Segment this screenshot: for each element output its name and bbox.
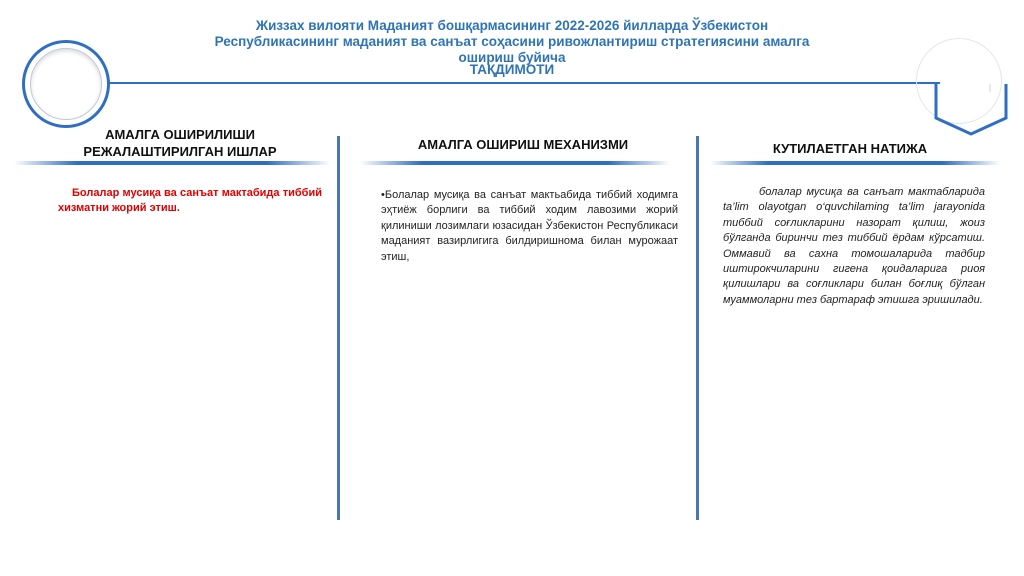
mechanism-underline: [360, 161, 670, 165]
decorative-circle-left: [22, 40, 110, 128]
expected-result-text: болалар мусиқа ва санъат мактабларида ta’lim olayotgan o‘quvchilaming ta’lim jarayonida тиббий соғликларини назорат қилиш, жоиз бўлганда биринчи тез тиббий ёрдам кўрсатиш. Оммавий ва сахна томошаларида тадбир иштирокчиларини гигена қоидаларига риоя қилишлари ва соғликлари билан боғлиқ бўлган муаммоларни тез бартараф этишга эришилади.: [723, 186, 985, 306]
expected-result-underline: [710, 161, 1000, 165]
planned-works-underline: [14, 161, 330, 165]
planned-works-heading: АМАЛГА ОШИРИЛИШИ РЕЖАЛАШТИРИЛГАН ИШЛАР: [83, 127, 277, 159]
column-divider-1: [337, 136, 340, 520]
planned-works-text: Болалар мусиқа ва санъат мактабида тиббий хизматни жорий этиш.: [58, 187, 322, 215]
title-line-3: ошириш буйича: [458, 50, 566, 65]
shield-decoration-icon: [934, 82, 1008, 138]
title-line-4: ТАҚДИМОТИ: [469, 62, 555, 77]
expected-result-heading: КУТИЛАЕТГАН НАТИЖА: [772, 141, 928, 156]
column-divider-2: [696, 136, 699, 520]
presentation-title: [150, 18, 874, 78]
title-line-2: Республикасининг маданият ва санъат соҳасини ривожлантириш стратегиясини амалга: [214, 34, 810, 49]
title-line-1: Жиззах вилояти Маданият бошқармасининг 2022-2026 йилларда Ўзбекистон: [255, 18, 769, 33]
mechanism-text: •Болалар мусиқа ва санъат мактьабида тиббий ходимга эҳтиёж борлиги ва тиббий ходим лавозими жорий қилиниши лозимлаги юзасидан Ўзбекистон Республикаси маданият вазирлигига билдиришнома билан мурожаат этиш,: [381, 189, 678, 263]
decorative-circle-inner: [30, 48, 102, 120]
header-decoration-line: [104, 82, 940, 84]
mechanism-heading: АМАЛГА ОШИРИШ МЕХАНИЗМИ: [417, 137, 629, 152]
